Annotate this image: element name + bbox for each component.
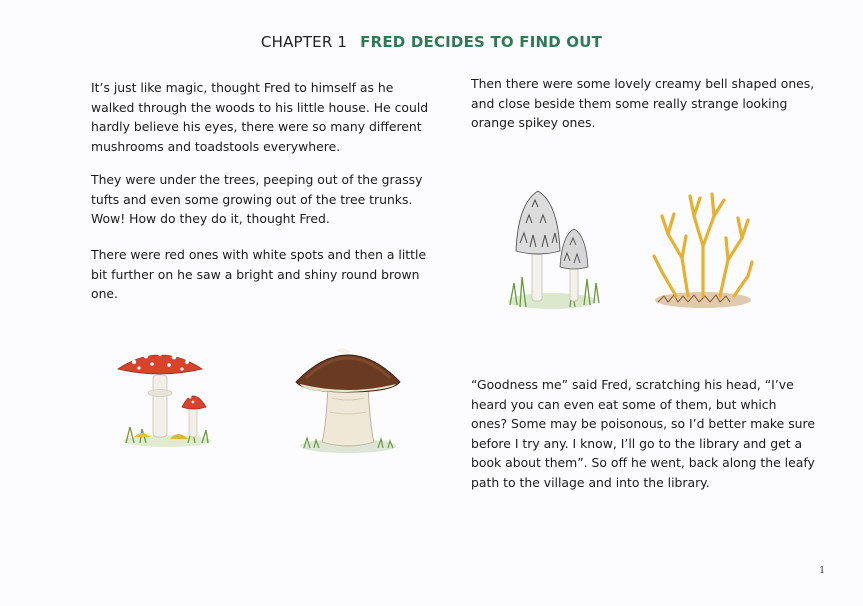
coral-fungus-illustration [648, 186, 758, 312]
ink-cap-illustration [500, 183, 605, 315]
paragraph-under-trees: They were under the trees, peeping out of the grassy tufts and even some growing out of the tree trunks. Wow! How do they do it, thought Fred. [91, 172, 423, 226]
chapter-heading [0, 33, 863, 51]
fly-agaric-illustration [112, 345, 222, 450]
chapter-number: CHAPTER 1 [260, 33, 348, 51]
page-number: 1 [819, 566, 825, 576]
chapter-title: FRED DECIDES TO FIND OUT [360, 33, 603, 51]
paragraph-magic: It’s just like magic, thought Fred to himself as he walked through the woods to his little house. He could hardly believe his eyes, there were so many different mushrooms and toadstools everywhere. [91, 80, 429, 154]
paragraph-red-ones: There were red ones with white spots and then a little bit further on he saw a bright and shiny round brown one. [91, 247, 427, 301]
paragraph-bell-shaped: Then there were some lovely creamy bell shaped ones, and close beside them some really strange looking orange spikey ones. [471, 76, 815, 130]
bolete-illustration [292, 338, 404, 456]
paragraph-goodness-me: “Goodness me” said Fred, scratching his head, “I’ve heard you can even eat some of them, but which ones? Some may be poisonous, so I’d better make sure before I try any. I know, I’ll go to the library and get a book about them”. So off he went, back along the leafy path to the village and into the library. [471, 377, 815, 490]
